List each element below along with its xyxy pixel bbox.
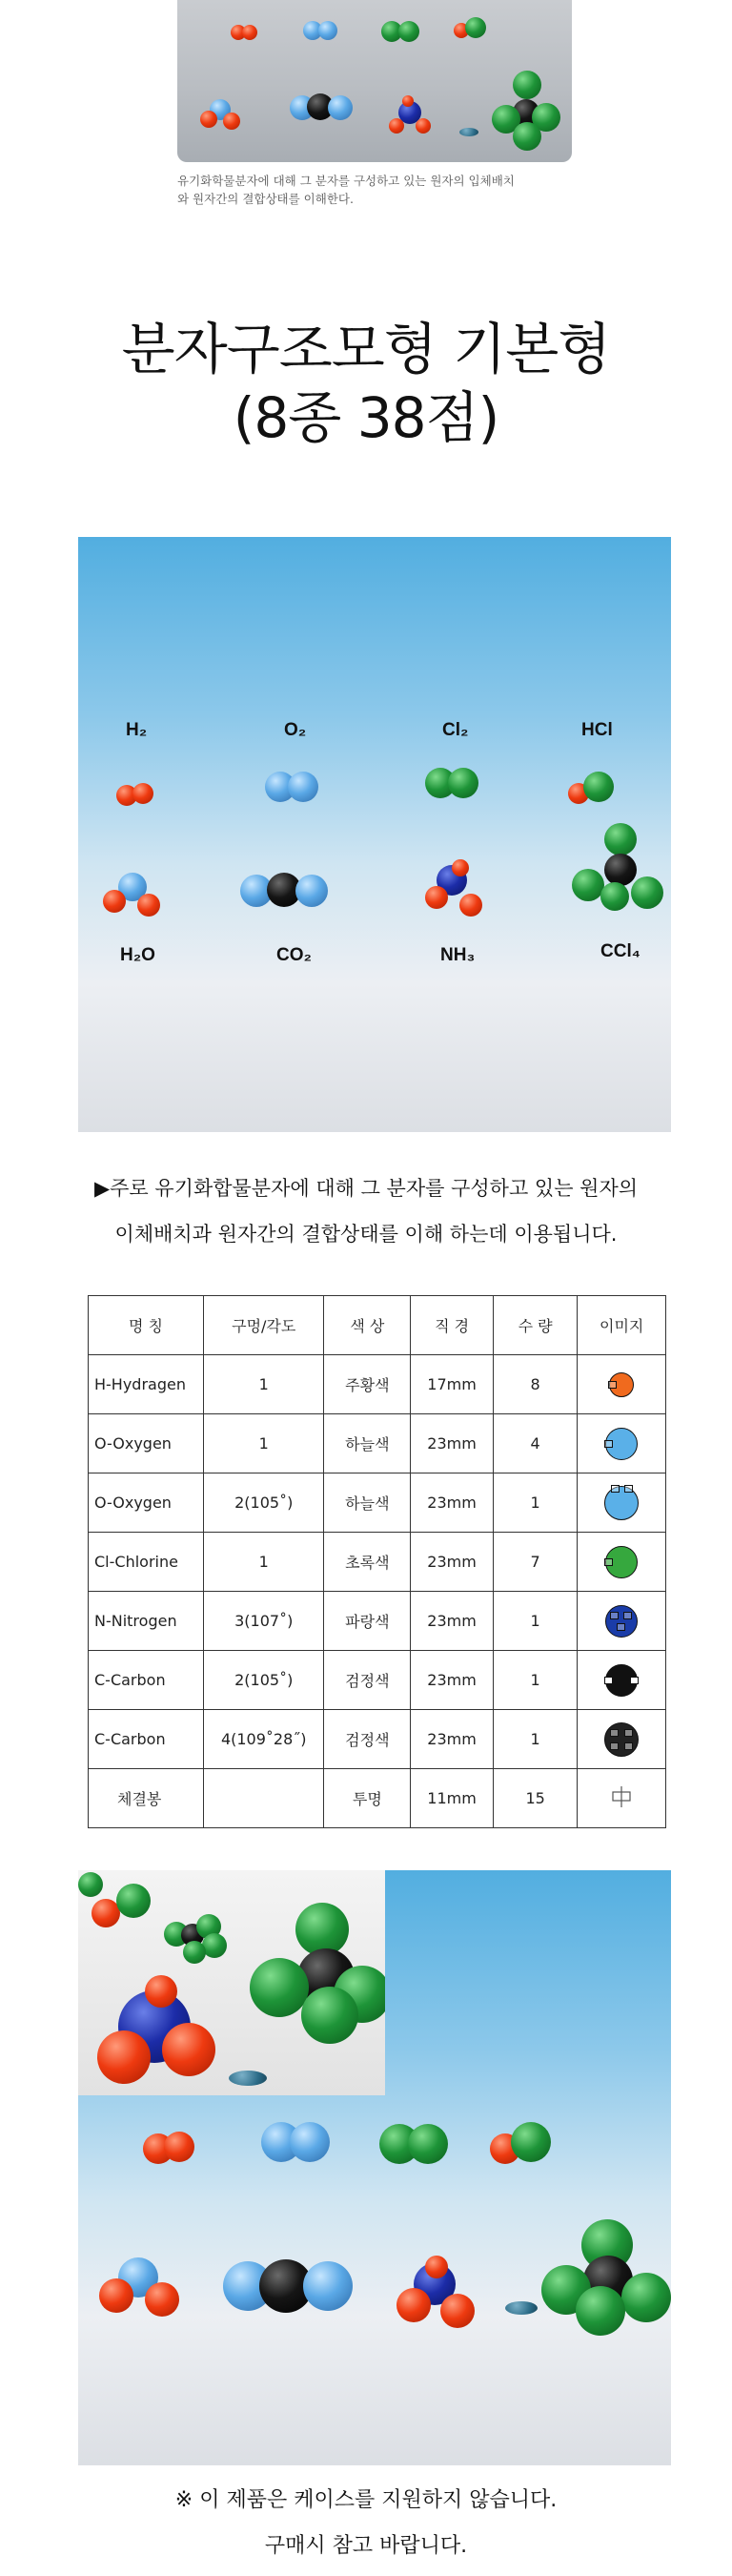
notice-line-1: ※ 이 제품은 케이스를 지원하지 않습니다. [174,2488,558,2512]
cell-qty: 15 [493,1769,578,1828]
table-header-row [89,1296,666,1355]
cell-diameter: 23mm [411,1473,494,1533]
product-title [0,315,732,452]
cell-qty: 1 [493,1710,578,1769]
formula-label-ccl4: CCl₄ [600,941,640,961]
cell-holes: 4(109˚28˝) [204,1710,324,1769]
cell-color: 주황색 [324,1355,411,1414]
formula-label-hcl: HCl [581,720,613,740]
cell-name: O-Oxygen [89,1473,204,1533]
cell-diameter: 23mm [411,1710,494,1769]
header-color: 색 상 [324,1296,411,1355]
oxygen-icon [605,1428,638,1460]
table-row [89,1355,666,1414]
molecule-thumbnail-image [177,0,572,162]
chlorine-icon [605,1546,638,1578]
cell-image [578,1533,666,1592]
connector-icon [609,1784,634,1809]
nitrogen-icon [605,1605,638,1638]
product-description [0,1165,732,1257]
cell-qty: 1 [493,1651,578,1710]
header-diameter: 직 경 [411,1296,494,1355]
cell-name: C-Carbon [89,1710,204,1769]
caption-line-2: 와 원자간의 결합상태를 이해한다. [177,192,354,206]
header-image: 이미지 [578,1296,666,1355]
carbon-2hole-icon [605,1664,638,1697]
cell-color: 검정색 [324,1710,411,1769]
cell-name: H-Hydragen [89,1355,204,1414]
cell-holes: 2(105˚) [204,1473,324,1533]
cell-qty: 4 [493,1414,578,1473]
formula-label-co2: CO₂ [276,945,312,965]
title-line-2: (8종 38점) [233,385,499,450]
cell-image [578,1414,666,1473]
molecule-models-photo-2 [78,1870,671,2465]
case-notice [0,2478,732,2569]
cell-qty: 8 [493,1355,578,1414]
table-row [89,1769,666,1828]
cell-qty: 1 [493,1592,578,1651]
thumbnail-caption [177,172,587,208]
carbon-4hole-icon [604,1722,639,1757]
cell-color: 투명 [324,1769,411,1828]
cell-holes: 3(107˚) [204,1592,324,1651]
table-row [89,1414,666,1473]
oxygen-2hole-icon [604,1486,639,1520]
cell-holes: 1 [204,1533,324,1592]
cell-image [578,1651,666,1710]
cell-color: 초록색 [324,1533,411,1592]
caption-line-1: 유기화학물분자에 대해 그 분자를 구성하고 있는 원자의 입체배치 [177,174,515,188]
cell-color: 검정색 [324,1651,411,1710]
notice-line-2: 구매시 참고 바랍니다. [264,2534,468,2558]
cell-diameter: 23mm [411,1592,494,1651]
cell-qty: 1 [493,1473,578,1533]
cell-name: C-Carbon [89,1651,204,1710]
cell-name: O-Oxygen [89,1414,204,1473]
cell-name: Cl-Chlorine [89,1533,204,1592]
cell-diameter: 23mm [411,1651,494,1710]
cell-diameter: 17mm [411,1355,494,1414]
cell-image [578,1592,666,1651]
cell-holes: 1 [204,1414,324,1473]
header-holes: 구멍/각도 [204,1296,324,1355]
formula-label-h2o: H₂O [120,945,155,965]
atom-spec-table [88,1295,666,1828]
cell-qty: 7 [493,1533,578,1592]
table-row [89,1592,666,1651]
cell-diameter: 11mm [411,1769,494,1828]
cell-image [578,1769,666,1828]
formula-label-o2: O₂ [284,720,307,740]
formula-label-h2: H₂ [126,720,148,740]
cell-holes [204,1769,324,1828]
molecule-models-photo [78,537,671,1132]
cell-image [578,1355,666,1414]
title-line-1: 분자구조모형 기본형 [121,317,611,381]
formula-label-cl2: Cl₂ [442,720,469,740]
formula-label-nh3: NH₃ [440,945,476,965]
description-line-2: 이체배치과 원자간의 결합상태를 이해 하는데 이용됩니다. [114,1223,618,1246]
model-closeup-inset [78,1870,385,2095]
cell-color: 하늘색 [324,1473,411,1533]
cell-name: N-Nitrogen [89,1592,204,1651]
cell-image [578,1473,666,1533]
table-row [89,1710,666,1769]
description-line-1: ▶주로 유기화합물분자에 대해 그 분자를 구성하고 있는 원자의 [93,1177,639,1200]
header-qty: 수 량 [493,1296,578,1355]
cell-diameter: 23mm [411,1533,494,1592]
cell-holes: 1 [204,1355,324,1414]
cell-name: 체결봉 [89,1769,204,1828]
table-row [89,1473,666,1533]
cell-color: 하늘색 [324,1414,411,1473]
cell-diameter: 23mm [411,1414,494,1473]
table-row [89,1533,666,1592]
cell-holes: 2(105˚) [204,1651,324,1710]
hydrogen-icon [609,1372,634,1397]
header-name: 명 칭 [89,1296,204,1355]
cell-color: 파랑색 [324,1592,411,1651]
cell-image [578,1710,666,1769]
table-row [89,1651,666,1710]
